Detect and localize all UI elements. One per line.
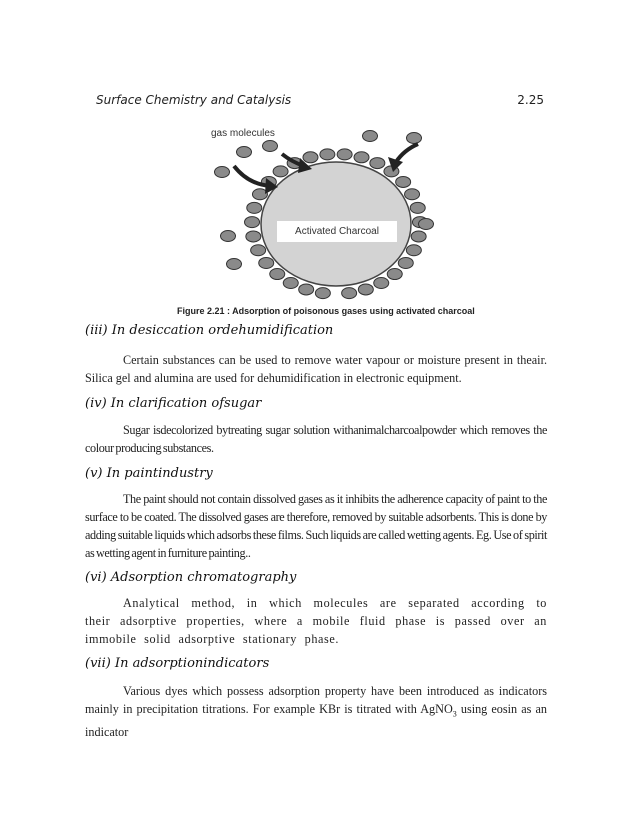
gas-molecule — [215, 167, 230, 178]
gas-molecule — [320, 149, 335, 160]
gas-molecule — [387, 269, 402, 280]
gas-molecule — [283, 277, 298, 288]
gas-molecule — [410, 202, 425, 213]
gas-molecule — [273, 166, 288, 177]
gas-molecule — [315, 288, 330, 299]
gas-molecule — [342, 288, 357, 299]
gas-molecule — [252, 189, 267, 200]
gas-molecule — [407, 133, 422, 144]
heading-desiccation: (iii) In desiccation ordehumidification — [85, 323, 334, 338]
gas-molecule — [358, 284, 373, 295]
gas-molecule — [405, 189, 420, 200]
heading-paint: (v) In paintindustry — [85, 466, 213, 481]
gas-molecule — [398, 257, 413, 268]
figure-caption: Figure 2.21 : Adsorption of poisonous gases using activated charcoal — [177, 306, 475, 316]
gas-molecule — [370, 158, 385, 169]
adsorption-figure — [200, 124, 440, 304]
gas-molecule — [245, 217, 260, 228]
gas-molecule — [419, 219, 434, 230]
heading-indicators: (vii) In adsorptionindicators — [85, 656, 270, 671]
gas-molecule — [299, 284, 314, 295]
heading-chromatography: (vi) Adsorption chromatography — [85, 570, 297, 585]
gas-molecule — [263, 141, 278, 152]
gas-molecule — [363, 131, 378, 142]
gas-molecule — [411, 231, 426, 242]
gas-molecule — [259, 257, 274, 268]
gas-molecules-label: gas molecules — [211, 128, 275, 139]
paragraph-chromatography: Analytical method, in which molecules are separated according to their adsorptive properties, where a mobile fluid phase is passed over an immobile solid adsorptive stationary phase. — [85, 596, 547, 646]
gas-molecule — [270, 269, 285, 280]
activated-charcoal-label: Activated Charcoal — [277, 221, 397, 242]
gas-molecule — [247, 202, 262, 213]
page-header — [96, 93, 544, 107]
running-title: Surface Chemistry and Catalysis — [96, 93, 292, 107]
gas-molecule — [237, 147, 252, 158]
gas-molecule — [337, 149, 352, 160]
paragraph-sugar: Sugar isdecolorized bytreating sugar solution withanimalcharcoalpowder which removes the colour producing substances. — [85, 423, 547, 455]
gas-molecule — [354, 152, 369, 163]
gas-molecule — [406, 245, 421, 256]
gas-molecule — [251, 245, 266, 256]
paragraph-paint: The paint should not contain dissolved gases as it inhibits the adherence capacity of paint to the surface to be coated. The dissolved gases are therefore, removed by suitable adsorbents. This is done by adding suitable liquids which adsorbs these films. Such liquids are called wetting agents. Eg. Use of spirit as wetting agent in furniture painting.. — [85, 492, 547, 560]
gas-molecule — [374, 277, 389, 288]
gas-molecule — [227, 259, 242, 270]
gas-molecule — [246, 231, 261, 242]
heading-sugar: (iv) In clarification ofsugar — [85, 396, 262, 411]
page-number: 2.25 — [517, 93, 544, 107]
paragraph-desiccation: Certain substances can be used to remove water vapour or moisture present in theair. Silica gel and alumina are used for dehumidification in electronic equipment. — [85, 353, 547, 385]
gas-molecule — [396, 176, 411, 187]
arrow-right-icon — [396, 144, 418, 162]
gas-molecule — [303, 152, 318, 163]
gas-molecule — [221, 231, 236, 242]
paragraph-indicators: Various dyes which possess adsorption property have been introduced as indicators mainly in precipitation titrations. For example KBr is titrated with AgNO$_3$ using eosin as an indicator — [85, 684, 547, 740]
